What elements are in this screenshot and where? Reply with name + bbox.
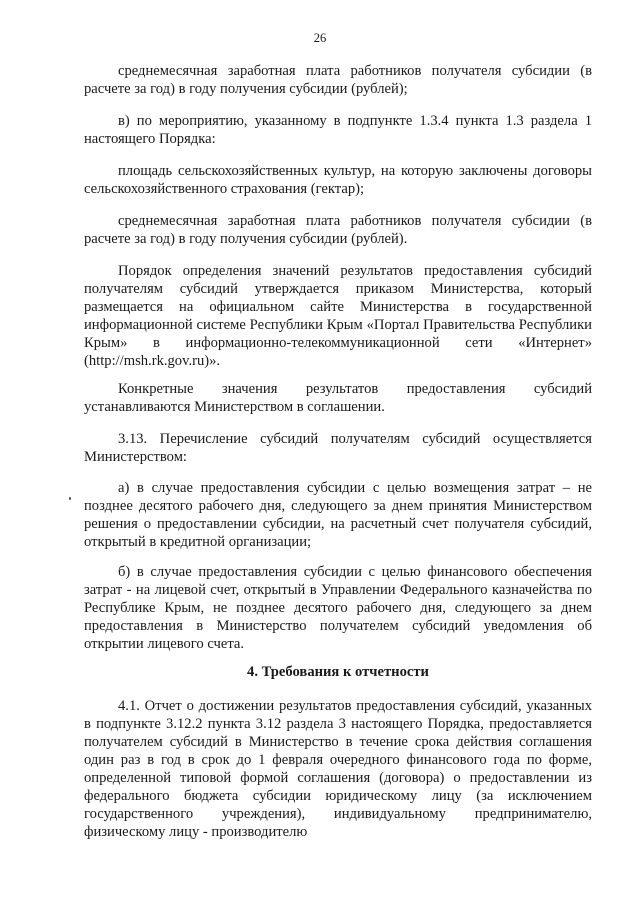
section-heading: 4. Требования к отчетности [247, 664, 429, 680]
paragraph-4-1: 4.1. Отчет о достижении результатов предоставления субсидий, указанных в подпункте 3.12.2 пункта 3.12 раздела 3 настоящего Порядка, предоставляется получателем субсидий в Министерство в течение срока действия соглашения один раз в год в срок до 1 февраля очередного финансового года по форме, определенной типовой формой соглашения (договора) о предоставлении из федерального бюджета субсидии юридическому лицу (за исключением государственного учреждения), индивидуальному предпринимателю, физическому лицу - производителю [84, 698, 592, 840]
paragraph-item-b: б) в случае предоставления субсидии с целью финансового обеспечения затрат - на лицевой счет, открытый в Управлении Федерального казначейства по Республике Крым, не позднее десятого рабочего дня, следующего за днем предоставления в Министерство получателем субсидий уведомления об открытии лицевого счета. [84, 564, 592, 652]
paragraph-3-13: 3.13. Перечисление субсидий получателям субсидий осуществляется Министерством: [84, 431, 592, 465]
page-number: 26 [313, 31, 327, 45]
paragraph-crop-area: площадь сельскохозяйственных культур, на которую заключены договоры сельскохозяйственного страхования (гектар); [84, 163, 592, 197]
paragraph-specific-values: Конкретные значения результатов предоставления субсидий устанавливаются Министерством в соглашении. [84, 381, 592, 415]
scan-mark [69, 497, 71, 500]
paragraph-avg-salary-1: среднемесячная заработная плата работников получателя субсидии (в расчете за год) в году получения субсидии (рублей); [84, 63, 592, 97]
paragraph-item-a: а) в случае предоставления субсидии с целью возмещения затрат – не позднее десятого рабочего дня, следующего за днем принятия Министерством решения о предоставлении субсидии, на расчетный счет получателя субсидий, открытый в кредитной организации; [84, 480, 592, 550]
paragraph-avg-salary-2: среднемесячная заработная плата работников получателя субсидии (в расчете за год) в году получения субсидии (рублей). [84, 213, 592, 247]
paragraph-measure-v: в) по мероприятию, указанному в подпункте 1.3.4 пункта 1.3 раздела 1 настоящего Порядка: [84, 113, 592, 147]
paragraph-result-procedure: Порядок определения значений результатов предоставления субсидий получателям субсидий утверждается приказом Министерства, который размещается на официальном сайте Министерства в государственной информационной системе Республики Крым «Портал Правительства Республики Крым» в информационно-телекоммуникационной сети «Интернет» (http://msh.rk.gov.ru)». [84, 263, 592, 369]
